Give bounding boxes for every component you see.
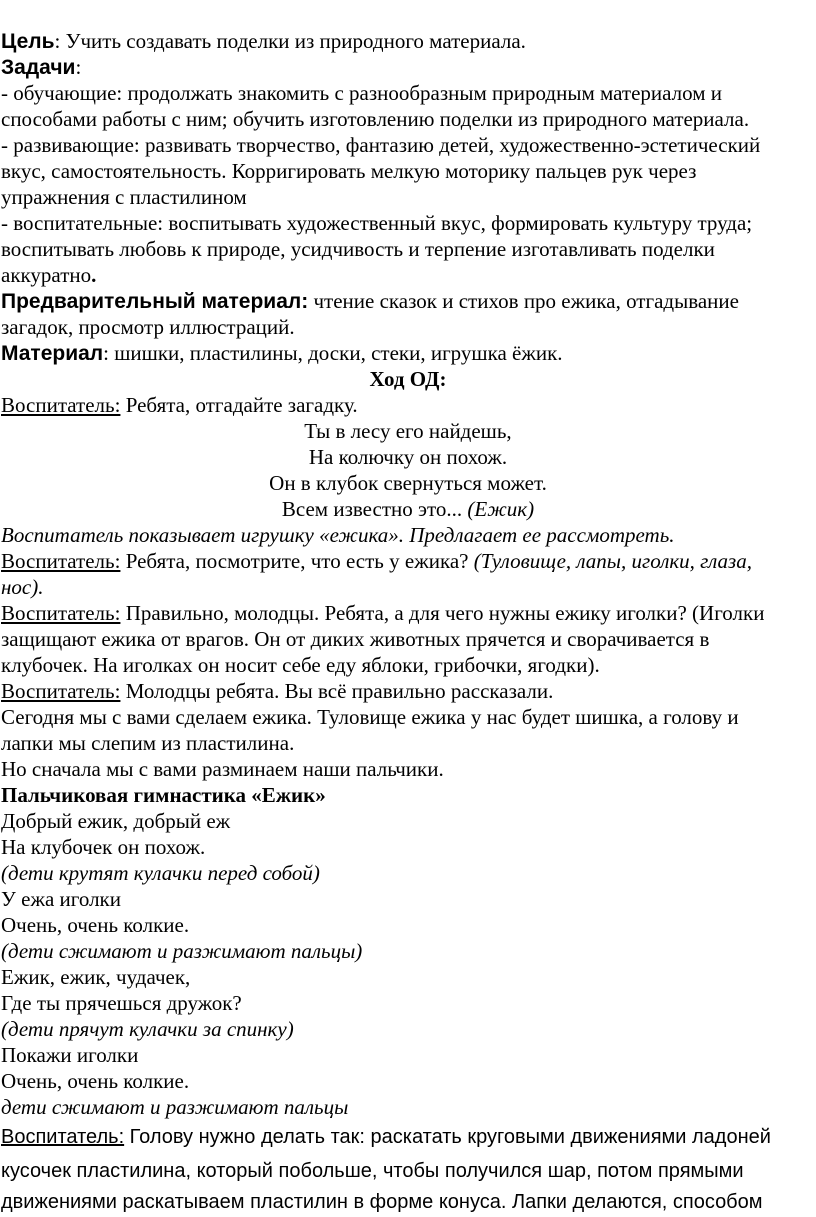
goal-text: : Учить создавать поделки из природного материала. bbox=[54, 29, 526, 53]
gym-action-note: (дети прячут кулачки за спинку) bbox=[1, 1017, 294, 1041]
prelim-line bbox=[0, 288, 816, 314]
gym-verse-line: У ежа иголки bbox=[1, 887, 121, 911]
tasks-label: Задачи bbox=[1, 56, 76, 79]
gym-verse-line: Добрый ежик, добрый еж bbox=[1, 809, 231, 833]
look-answer: (Туловище, лапы, иголки, глаза, bbox=[473, 549, 752, 573]
gym-action-note: (дети сжимают и разжимают пальцы) bbox=[1, 939, 363, 963]
teacher-label: Воспитатель: bbox=[1, 549, 121, 573]
tasks-heading bbox=[0, 54, 816, 80]
teacher-label: Воспитатель: bbox=[1, 1126, 125, 1148]
riddle-intro-text: Ребята, отгадайте загадку. bbox=[120, 393, 358, 417]
riddle-last-text: Всем известно это... bbox=[281, 497, 468, 521]
tasks-line: воспитывать любовь к природе, усидчивость и терпение изготавливать поделки bbox=[1, 237, 715, 261]
tasks-last-dot: . bbox=[91, 263, 97, 287]
plan-line: Но сначала мы с вами разминаем наши пальчики. bbox=[1, 757, 444, 781]
look-question-line bbox=[0, 548, 816, 574]
document-page bbox=[0, 28, 816, 1217]
goal-line bbox=[0, 28, 816, 54]
needles-question-line bbox=[0, 600, 816, 626]
instructions-line bbox=[0, 1120, 816, 1154]
gym-action-note: дети сжимают и разжимают пальцы bbox=[1, 1095, 349, 1119]
riddle-line: На колючку он похож. bbox=[308, 445, 508, 469]
tasks-line: - воспитательные: воспитывать художественный вкус, формировать культуру труда; bbox=[1, 211, 753, 235]
tasks-colon: : bbox=[75, 55, 82, 79]
tasks-line: упражнения с пластилином bbox=[1, 185, 247, 209]
needles-answer-line: клубочек. На иголках он носит себе еду яблоки, грибочки, ягодки). bbox=[1, 653, 600, 677]
gym-verse-line: Где ты прячешься дружок? bbox=[1, 991, 242, 1015]
riddle-last-line bbox=[0, 496, 816, 522]
tasks-last-text: аккуратно bbox=[1, 263, 92, 287]
teacher-label: Воспитатель: bbox=[1, 679, 121, 703]
gym-verse-line: Ежик, ежик, чудачек, bbox=[1, 965, 191, 989]
instructions-text: Голову нужно делать так: раскатать круговыми движениями ладоней bbox=[124, 1126, 771, 1148]
needles-answer-line: защищают ежика от врагов. Он от диких животных прячется и сворачивается в bbox=[1, 627, 710, 651]
gym-verse-line: Покажи иголки bbox=[1, 1043, 139, 1067]
gym-action-note: (дети крутят кулачки перед собой) bbox=[1, 861, 320, 885]
teacher-label: Воспитатель: bbox=[1, 601, 121, 625]
teacher-label: Воспитатель: bbox=[1, 393, 121, 417]
riddle-line: Ты в лесу его найдешь, bbox=[304, 419, 512, 443]
prelim-label: Предварительный материал: bbox=[1, 290, 309, 313]
prelim-text: чтение сказок и стихов про ежика, отгадывание bbox=[308, 289, 739, 313]
gym-verse-line: Очень, очень колкие. bbox=[1, 1069, 190, 1093]
riddle-intro-line bbox=[0, 392, 816, 418]
material-line bbox=[0, 340, 816, 366]
gym-verse-line: На клубочек он похож. bbox=[1, 835, 206, 859]
plan-line: Сегодня мы с вами сделаем ежика. Туловище ежика у нас будет шишка, а голову и bbox=[1, 705, 739, 729]
tasks-line: вкус, самостоятельность. Корригировать мелкую моторику пальцев рук через bbox=[1, 159, 697, 183]
gym-title: Пальчиковая гимнастика «Ежик» bbox=[1, 783, 326, 807]
gym-verse-line: Очень, очень колкие. bbox=[1, 913, 190, 937]
toy-note: Воспитатель показывает игрушку «ежика». Предлагает ее рассмотреть. bbox=[1, 523, 675, 547]
tasks-line: способами работы с ним; обучить изготовлению поделки из природного материала. bbox=[1, 107, 750, 131]
course-title: Ход ОД: bbox=[369, 367, 447, 391]
tasks-last-line bbox=[0, 262, 816, 288]
material-text: : шишки, пластилины, доски, стеки, игрушка ёжик. bbox=[103, 341, 563, 365]
instructions-line: кусочек пластилина, который побольше, чтобы получился шар, потом прямыми bbox=[1, 1160, 744, 1182]
instructions-line: движениями раскатываем пластилин в форме конуса. Лапки делаются, способом bbox=[1, 1191, 763, 1213]
needles-question-text: Правильно, молодцы. Ребята, а для чего нужны ежику иголки? (Иголки bbox=[120, 601, 765, 625]
plan-line: лапки мы слепим из пластилина. bbox=[1, 731, 295, 755]
praise-line bbox=[0, 678, 816, 704]
goal-label: Цель bbox=[1, 30, 55, 53]
look-question-text: Ребята, посмотрите, что есть у ежика? bbox=[120, 549, 474, 573]
praise-text: Молодцы ребята. Вы всё правильно рассказали. bbox=[120, 679, 554, 703]
riddle-answer: (Ежик) bbox=[467, 497, 535, 521]
material-label: Материал bbox=[1, 342, 104, 365]
look-answer-line-2: нос). bbox=[1, 575, 44, 599]
tasks-line: - развивающие: развивать творчество, фантазию детей, художественно-эстетический bbox=[1, 133, 761, 157]
tasks-line: - обучающие: продолжать знакомить с разнообразным природным материалом и bbox=[1, 81, 723, 105]
riddle-line: Он в клубок свернуться может. bbox=[269, 471, 547, 495]
prelim-line-2: загадок, просмотр иллюстраций. bbox=[1, 315, 295, 339]
